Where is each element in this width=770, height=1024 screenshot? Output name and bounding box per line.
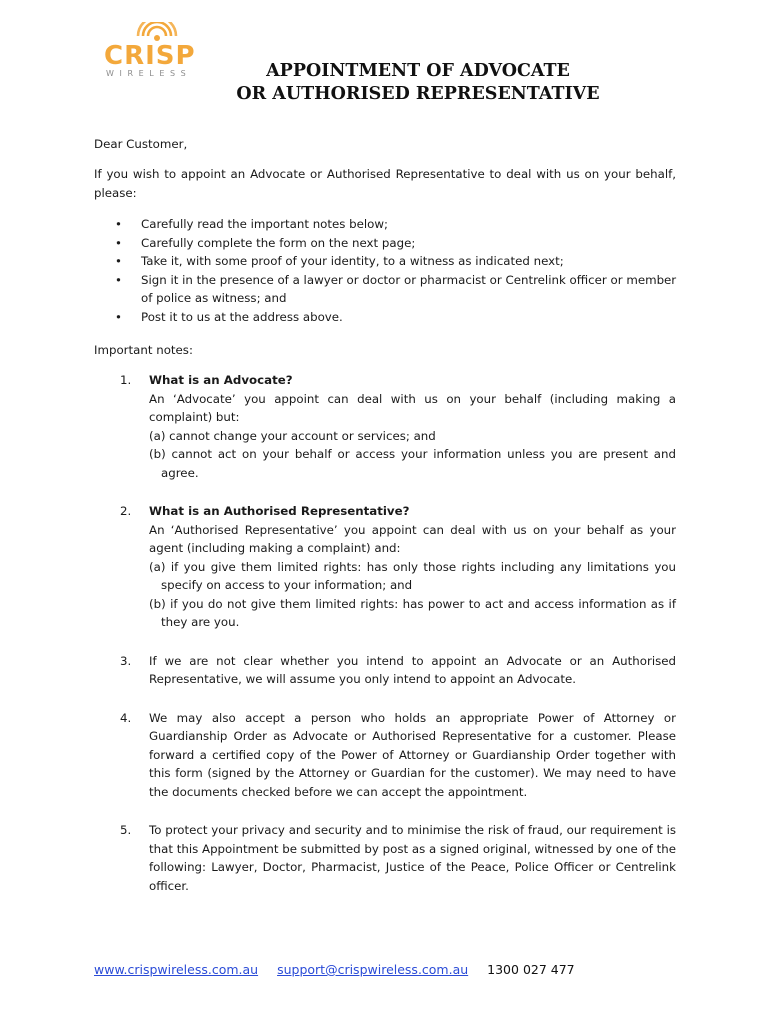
svg-text:CRISP: CRISP — [104, 41, 196, 71]
note-item — [94, 652, 676, 689]
note-title: What is an Advocate? — [149, 373, 293, 387]
note-body: An ‘Advocate’ you appoint can deal with us on your behalf (including making a complaint) but: — [149, 391, 676, 424]
note-subitem: (a) if you give them limited rights: has only those rights including any limitations you specify on access to your information; and — [149, 559, 676, 592]
title-line-2: OR AUTHORISED REPRESENTATIVE — [236, 84, 600, 104]
notes-heading: Important notes: — [94, 343, 193, 357]
note-body: An ‘Authorised Representative’ you appoint can deal with us on your behalf as your agent (including making a complaint) and: — [149, 522, 676, 555]
list-item: • Take it, with some proof of your identity, to a witness as indicated next; — [110, 252, 680, 271]
note-number: 5. — [120, 823, 132, 837]
note-number: 2. — [120, 504, 132, 518]
svg-text:WIRELESS: WIRELESS — [106, 69, 192, 78]
note-body: If we are not clear whether you intend to appoint an Advocate or an Authorised Representative, we will assume you only intend to appoint an Advocate. — [149, 653, 676, 686]
email-link[interactable]: support@crispwireless.com.au — [277, 962, 469, 977]
note-subitem: (b) if you do not give them limited rights: has power to act and access information as if they are you. — [149, 596, 676, 629]
note-subitem: (a) cannot change your account or services; and — [149, 428, 436, 443]
note-title: What is an Authorised Representative? — [149, 504, 410, 518]
note-item — [94, 502, 676, 632]
document-title — [168, 60, 668, 106]
footer — [94, 962, 575, 977]
steps-list — [110, 215, 680, 326]
notes-list — [94, 371, 676, 913]
list-item: • Post it to us at the address above. — [110, 308, 680, 327]
title-line-1: APPOINTMENT OF ADVOCATE — [266, 61, 570, 81]
list-item: • Sign it in the presence of a lawyer or doctor or pharmacist or Centrelink officer or member of police as witness; and — [110, 271, 680, 308]
list-item: • Carefully read the important notes below; — [110, 215, 680, 234]
note-number: 4. — [120, 710, 132, 725]
note-body: To protect your privacy and security and to minimise the risk of fraud, our requirement is that this Appointment be submitted by post as a signed original, witnessed by one of the following: Lawyer, Doctor, Pharmacist, Justice of the Peace, Police Officer or Centrelink officer. — [149, 823, 676, 893]
note-body: We may also accept a person who holds an appropriate Power of Attorney or Guardianship Order as Advocate or Authorised Representative for a customer. Please forward a certified copy of the Power of Attorney or Guardianship Order together with this form (signed by the Attorney or Guardian for the customer). We may need to have the documents checked before we can accept the appointment. — [149, 710, 676, 799]
note-number: 3. — [120, 653, 132, 668]
intro-paragraph: If you wish to appoint an Advocate or Authorised Representative to deal with us on your behalf, please: — [94, 167, 676, 200]
list-item: • Carefully complete the form on the next page; — [110, 234, 680, 253]
note-subitem: (b) cannot act on your behalf or access your information unless you are present and agree. — [149, 447, 676, 480]
salutation: Dear Customer, — [94, 137, 188, 151]
website-link[interactable]: www.crispwireless.com.au — [94, 962, 259, 977]
phone-number: 1300 027 477 — [487, 962, 575, 977]
note-number: 1. — [120, 373, 132, 387]
note-item — [94, 821, 676, 895]
note-item — [94, 709, 676, 802]
note-item — [94, 371, 676, 482]
